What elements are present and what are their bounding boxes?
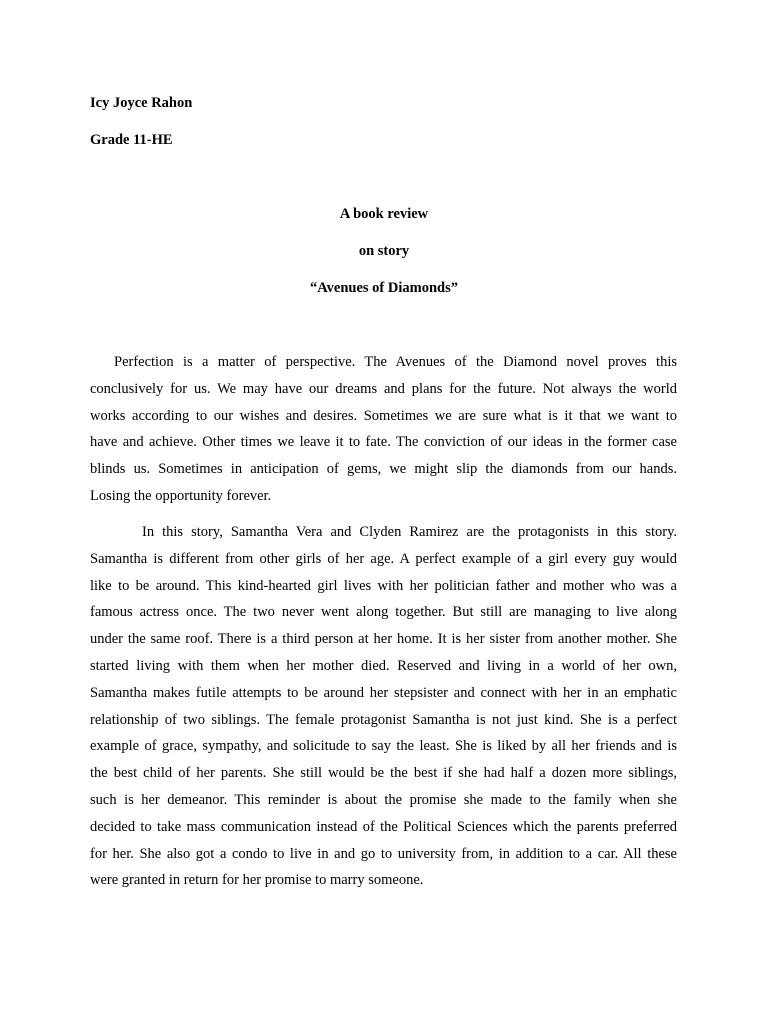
- paragraph-line: works according to our wishes and desires. Sometimes we are sure what is it that we want to: [90, 407, 677, 424]
- title-line-1: A book review: [339, 206, 429, 222]
- author-name: Icy Joyce Rahon: [90, 95, 193, 111]
- paragraph-line: example of grace, sympathy, and solicitude to say the least. She is liked by all her friends and is: [90, 738, 677, 755]
- paragraph-line: relationship of two siblings. The female protagonist Samantha is not just kind. She is a perfect: [90, 711, 677, 728]
- paragraph-line: decided to take mass communication instead of the Political Sciences which the parents preferred: [90, 818, 677, 835]
- paragraph-text: [90, 519, 677, 894]
- paragraph-line: started living with them when her mother died. Reserved and living in a world of her own,: [90, 657, 677, 674]
- paragraph-line: Samantha is different from other girls of her age. A perfect example of a girl every guy would: [90, 550, 677, 567]
- paragraph-line: blinds us. Sometimes in anticipation of gems, we might slip the diamonds from our hands.: [90, 461, 677, 478]
- paragraph-text: [90, 349, 677, 510]
- paragraph-line: have and achieve. Other times we leave it to fate. The conviction of our ideas in the former case: [90, 434, 677, 451]
- grade-level: Grade 11-HE: [90, 132, 173, 148]
- paragraph-line: the best child of her parents. She still would be the best if she had half a dozen more siblings,: [90, 765, 677, 782]
- title-line-2: on story: [358, 243, 410, 259]
- paragraph-line: under the same roof. There is a third person at her home. It is her sister from another mother. She: [90, 631, 677, 648]
- paragraph-line: famous actress once. The two never went along together. But still are managing to live along: [90, 604, 677, 621]
- paragraph-line: In this story, Samantha Vera and Clyden Ramirez are the protagonists in this story.: [142, 524, 677, 540]
- paragraph-protagonists: [90, 519, 677, 894]
- paragraph-line: for her. She also got a condo to live in and go to university from, in addition to a car. All these: [90, 845, 677, 862]
- paragraph-intro: [90, 349, 677, 510]
- paragraph-line: Samantha makes futile attempts to be around her stepsister and connect with her in an emphatic: [90, 684, 677, 701]
- paragraph-line: conclusively for us. We may have our dreams and plans for the future. Not always the world: [90, 380, 677, 397]
- paragraph-line: Losing the opportunity forever.: [90, 487, 272, 504]
- paragraph-line: like to be around. This kind-hearted girl lives with her politician father and mother who was a: [90, 577, 677, 594]
- book-title: “Avenues of Diamonds”: [310, 280, 458, 296]
- paragraph-line: were granted in return for her promise to marry someone.: [90, 872, 424, 889]
- paragraph-line: such is her demeanor. This reminder is about the promise she made to the family when she: [90, 791, 677, 808]
- paragraph-line: Perfection is a matter of perspective. The Avenues of the Diamond novel proves this: [114, 354, 677, 370]
